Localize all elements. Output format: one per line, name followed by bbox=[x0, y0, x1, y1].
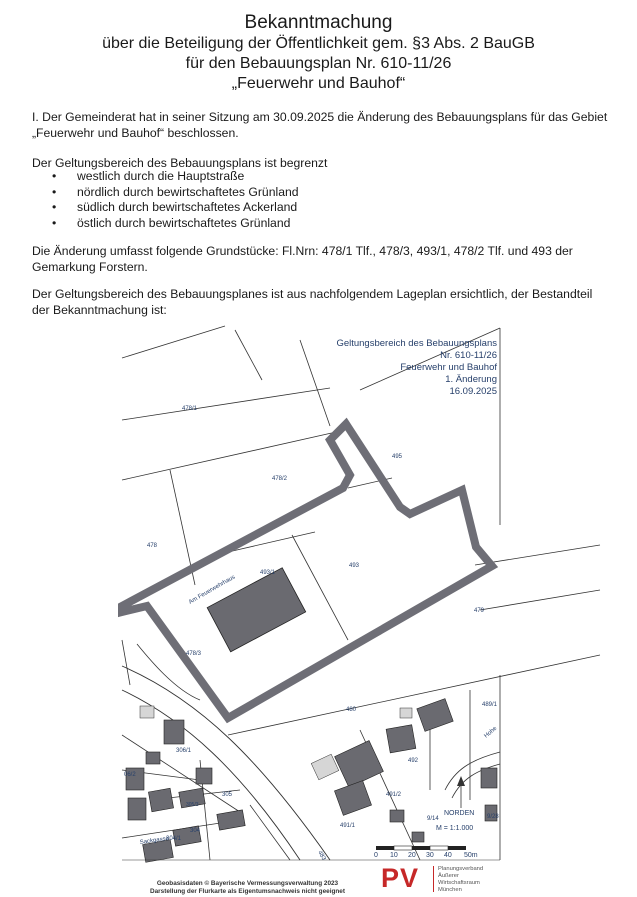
paragraph-site-plan: Der Geltungsbereich des Bebauungsplanes ist aus nachfolgendem Lageplan ersichtlich, der Bestandteil der Bekanntmachung ist: bbox=[32, 287, 593, 317]
parcel-label: 9/28 bbox=[487, 814, 499, 820]
parcel-label: 305 bbox=[222, 792, 233, 798]
map-legend bbox=[336, 338, 497, 398]
scale-tick: 30 bbox=[426, 852, 434, 859]
street-label: Sackgasse bbox=[139, 835, 170, 846]
scale-tick: 10 bbox=[390, 852, 398, 859]
legend-line: 1. Änderung bbox=[445, 374, 497, 385]
list-item: • östlich durch bewirtschaftetes Grünland bbox=[48, 216, 299, 232]
parcel-label: 304/1 bbox=[166, 836, 182, 842]
site-plan-map bbox=[0, 320, 637, 897]
document-subtitle-line: für den Bebauungsplan Nr. 610-11/26 bbox=[185, 55, 452, 72]
parcel-label: 493 bbox=[349, 563, 360, 569]
street-label: Am Feuerwehrhaus bbox=[188, 574, 237, 606]
paragraph-parcels: Die Änderung umfasst folgende Grundstücke: Fl.Nrn: 478/1 Tlf., 478/3, 493/1, 478/2 Tlf. und 493 der Gemarkung Forstern. bbox=[32, 244, 573, 274]
parcel-label: 492 bbox=[408, 758, 419, 764]
source-line: Darstellung der Flurkarte als Eigentumsnachweis nicht geeignet bbox=[150, 888, 345, 895]
parcel-label: 493/1 bbox=[260, 570, 276, 576]
legend-line: Geltungsbereich des Bebauungsplans bbox=[336, 338, 497, 349]
parcel-label: 478 bbox=[147, 543, 158, 549]
parcel-label: 06/2 bbox=[124, 772, 136, 778]
north-label: NORDEN bbox=[444, 810, 475, 817]
list-item: • südlich durch bewirtschaftetes Ackerland bbox=[48, 200, 299, 216]
parcel-label: 489/1 bbox=[482, 702, 498, 708]
paragraph-resolution: I. Der Gemeinderat hat in seiner Sitzung am 30.09.2025 die Änderung des Bebauungsplans für das Gebiet „Feuerwehr und Bauhof“ beschlossen. bbox=[32, 110, 608, 140]
parcel-label: 306/1 bbox=[176, 748, 192, 754]
data-source-note bbox=[150, 880, 345, 896]
parcel-label: 478/3 bbox=[186, 651, 202, 657]
parcel-label: 491/1 bbox=[340, 823, 356, 829]
scale-tick: 20 bbox=[408, 852, 416, 859]
parcel-label: 480 bbox=[346, 707, 357, 713]
org-line: Äußerer bbox=[438, 873, 459, 879]
document-subtitle-line: „Feuerwehr und Bauhof“ bbox=[231, 75, 406, 92]
parcel-label: 491/2 bbox=[386, 792, 402, 798]
parcel-label: 478/1 bbox=[182, 406, 198, 412]
scope-boundary bbox=[122, 424, 492, 718]
scale-label: M = 1:1.000 bbox=[436, 825, 474, 832]
scale-tick: 0 bbox=[374, 852, 378, 859]
parcel-label: 304 bbox=[190, 828, 201, 834]
document-title: Bekanntmachung bbox=[244, 12, 393, 33]
parcel-label: 9/14 bbox=[427, 816, 439, 822]
parcel-label: 478/2 bbox=[272, 476, 288, 482]
document-subtitle-line: über die Beteiligung der Öffentlichkeit gem. §3 Abs. 2 BauGB bbox=[102, 35, 535, 52]
parcel-label: 495 bbox=[392, 454, 403, 460]
organization-name bbox=[438, 866, 483, 894]
street-label: Hohe bbox=[483, 725, 499, 740]
scale-tick: 40 bbox=[444, 852, 452, 859]
surrounding-buildings bbox=[126, 699, 497, 863]
legend-line: 16.09.2025 bbox=[449, 386, 497, 397]
list-item: • westlich durch die Hauptstraße bbox=[48, 169, 299, 185]
parcel-label: 479 bbox=[474, 608, 485, 614]
parcel-label: 483 bbox=[316, 850, 327, 862]
scale-bar bbox=[374, 846, 478, 859]
org-line: Planungsverband bbox=[438, 866, 484, 872]
source-line: Geobasisdaten © Bayerische Vermessungsverwaltung 2023 bbox=[156, 880, 339, 887]
org-line: Wirtschaftsraum bbox=[438, 880, 480, 886]
org-line: München bbox=[438, 887, 462, 893]
list-item: • nördlich durch bewirtschaftetes Grünland bbox=[48, 185, 299, 201]
north-arrow bbox=[436, 776, 474, 832]
boundary-list bbox=[48, 169, 299, 231]
logo-divider bbox=[433, 866, 434, 892]
legend-line: Feuerwehr und Bauhof bbox=[400, 362, 497, 373]
legend-line: Nr. 610-11/26 bbox=[440, 350, 497, 361]
pv-logo: PV bbox=[381, 863, 420, 893]
parcel-label: 305/3 bbox=[186, 802, 199, 808]
paragraph-scope: Der Geltungsbereich des Bebauungsplans ist begrenzt bbox=[32, 156, 328, 170]
scale-tick: 50m bbox=[464, 852, 478, 859]
